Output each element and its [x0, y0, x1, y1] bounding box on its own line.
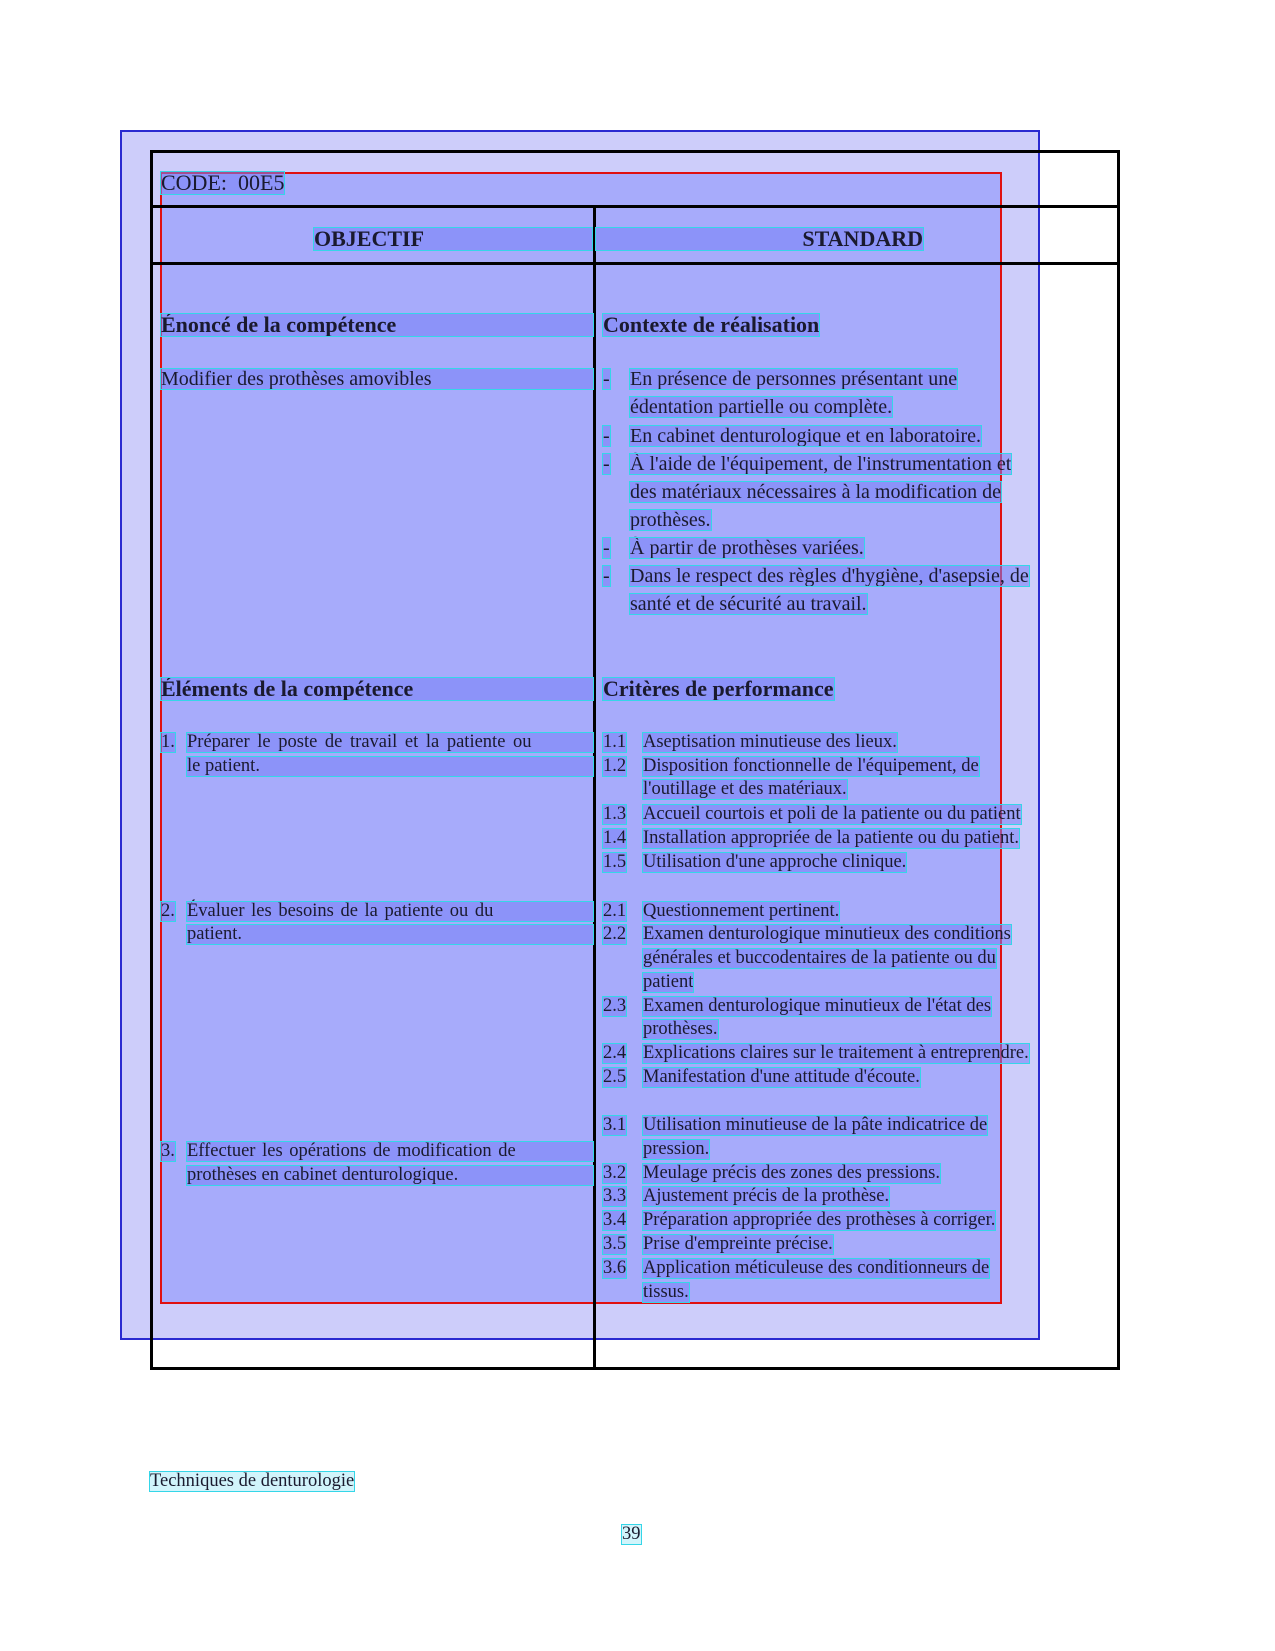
element-2-line-1: Évaluer les besoins de la patiente ou du [187, 902, 593, 921]
critere-2-3-line-1: Examen denturologique minutieux de l'état des [643, 996, 992, 1016]
element-1-line-1: Préparer le poste de travail et la patiente ou [187, 733, 593, 752]
contexte-2-dash: - [603, 425, 610, 447]
critere-3-3-number: 3.3 [603, 1186, 627, 1206]
element-3-line-1: Effectuer les opérations de modification de [187, 1142, 593, 1161]
code-label: CODE: 00E5 [161, 170, 285, 195]
header-bottom-rule [150, 262, 1120, 265]
critere-1-5-number: 1.5 [603, 852, 627, 872]
element-3-line-2: prothèses en cabinet denturologique. [187, 1166, 593, 1185]
critere-2-3-number: 2.3 [603, 996, 627, 1016]
contexte-heading: Contexte de réalisation [603, 312, 820, 337]
critere-1-4-number: 1.4 [603, 828, 627, 848]
contexte-1-line-1: En présence de personnes présentant une [630, 368, 958, 390]
critere-2-5-number: 2.5 [603, 1067, 627, 1087]
critere-3-3-line-1: Ajustement précis de la prothèse. [643, 1186, 890, 1206]
element-2-number: 2. [161, 901, 175, 921]
contexte-3-line-2: des matériaux nécessaires à la modification de [630, 481, 1001, 503]
elements-heading: Éléments de la compétence [161, 678, 593, 700]
column-divider [593, 205, 596, 1370]
contexte-4-line-1: À partir de prothèses variées. [630, 537, 864, 559]
element-1-line-2: le patient. [187, 757, 593, 776]
critere-3-5-line-1: Prise d'empreinte précise. [643, 1234, 833, 1254]
critere-1-3-number: 1.3 [603, 804, 627, 824]
contexte-5-line-2: santé et de sécurité au travail. [630, 593, 867, 615]
contexte-3-line-3: prothèses. [630, 509, 711, 531]
contexte-3-dash: - [603, 453, 610, 475]
critere-3-4-line-1: Préparation appropriée des prothèses à corriger. [643, 1210, 996, 1230]
critere-2-2-number: 2.2 [603, 924, 627, 944]
critere-1-3-line-1: Accueil courtois et poli de la patiente ou du patient [643, 804, 1021, 824]
enonce-text: Modifier des prothèses amovibles [161, 369, 593, 389]
critere-3-2-number: 3.2 [603, 1163, 627, 1183]
critere-2-4-line-1: Explications claires sur le traitement à entreprendre. [643, 1043, 1029, 1063]
footer-program: Techniques de denturologie [150, 1471, 355, 1491]
critere-2-5-line-1: Manifestation d'une attitude d'écoute. [643, 1067, 920, 1087]
header-top-rule [150, 205, 1120, 208]
critere-1-5-line-1: Utilisation d'une approche clinique. [643, 852, 907, 872]
page-number: 39 [622, 1524, 641, 1544]
contexte-2-line-1: En cabinet denturologique et en laboratoire. [630, 425, 981, 447]
column-header-standard: STANDARD [596, 228, 923, 250]
critere-1-2-line-2: l'outillage et des matériaux. [643, 779, 847, 799]
critere-2-1-line-1: Questionnement pertinent. [643, 901, 840, 921]
critere-3-6-line-1: Application méticuleuse des conditionneurs de [643, 1258, 990, 1278]
critere-1-4-line-1: Installation appropriée de la patiente ou du patient. [643, 828, 1020, 848]
element-3-number: 3. [161, 1141, 175, 1161]
contexte-5-dash: - [603, 565, 610, 587]
contexte-4-dash: - [603, 537, 610, 559]
critere-2-4-number: 2.4 [603, 1043, 627, 1063]
contexte-5-line-1: Dans le respect des règles d'hygiène, d'asepsie, de [630, 565, 1029, 587]
critere-3-2-line-1: Meulage précis des zones des pressions. [643, 1163, 940, 1183]
critere-3-4-number: 3.4 [603, 1210, 627, 1230]
critere-3-6-line-2: tissus. [643, 1282, 689, 1302]
element-1-number: 1. [161, 732, 175, 752]
column-header-objectif: OBJECTIF [314, 228, 592, 250]
critere-1-2-number: 1.2 [603, 756, 627, 776]
enonce-heading: Énoncé de la compétence [161, 314, 593, 336]
contexte-3-line-1: À l'aide de l'équipement, de l'instrumentation et [630, 453, 1012, 475]
critere-2-2-line-2: générales et buccodentaires de la patiente ou du [643, 948, 996, 968]
critere-2-3-line-2: prothèses. [643, 1019, 718, 1039]
critere-3-5-number: 3.5 [603, 1234, 627, 1254]
contexte-1-line-2: édentation partielle ou complète. [630, 396, 893, 418]
critere-2-2-line-3: patient [643, 972, 694, 992]
critere-3-1-number: 3.1 [603, 1115, 627, 1135]
criteres-heading: Critères de performance [603, 676, 834, 701]
critere-1-1-line-1: Aseptisation minutieuse des lieux. [643, 732, 897, 752]
element-2-line-2: patient. [187, 925, 593, 944]
critere-2-1-number: 2.1 [603, 901, 627, 921]
critere-3-1-line-2: pression. [643, 1139, 710, 1159]
critere-3-1-line-1: Utilisation minutieuse de la pâte indicatrice de [643, 1115, 988, 1135]
critere-3-6-number: 3.6 [603, 1258, 627, 1278]
critere-2-2-line-1: Examen denturologique minutieux des conditions [643, 924, 1011, 944]
critere-1-1-number: 1.1 [603, 732, 627, 752]
contexte-1-dash: - [603, 368, 610, 390]
critere-1-2-line-1: Disposition fonctionnelle de l'équipement, de [643, 756, 979, 776]
